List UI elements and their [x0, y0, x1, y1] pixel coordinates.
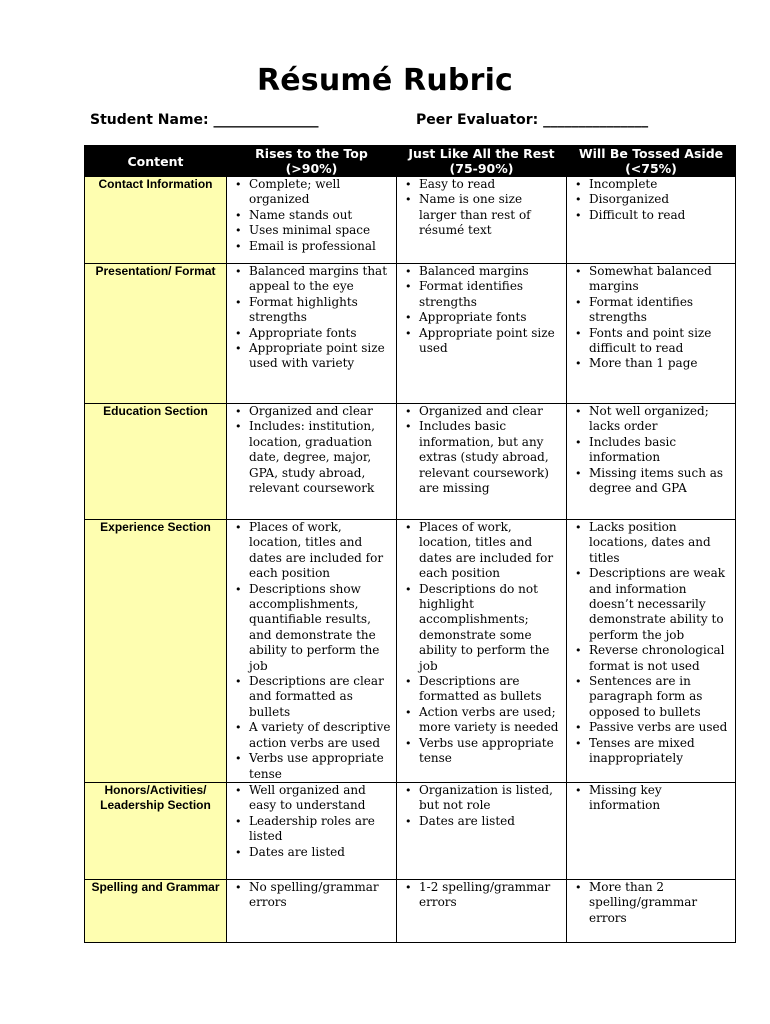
criteria-item: • Organized and clear [419, 404, 562, 419]
tossed-aside-cell [567, 782, 736, 879]
criteria-item: • Email is professional [249, 239, 392, 254]
criteria-list [397, 783, 566, 829]
criteria-item: • Name stands out [249, 208, 392, 223]
criteria-list [567, 520, 735, 767]
criteria-item: • Sentences are in paragraph form as opposed to bullets [589, 674, 731, 720]
criteria-item: • More than 2 spelling/grammar errors [589, 880, 731, 926]
criteria-item: • Fonts and point size difficult to read [589, 326, 731, 357]
criteria-item: • Descriptions show accomplishments, quantifiable results, and demonstrate the ability to perform the job [249, 582, 392, 674]
peer-evaluator-field[interactable]: Peer Evaluator: _______________ [416, 112, 649, 128]
criteria-item: • Descriptions are weak and information doesn’t necessarily demonstrate ability to perform the job [589, 566, 731, 643]
criteria-list [397, 520, 566, 767]
just-like-rest-cell [397, 177, 567, 264]
criteria-list [567, 404, 735, 496]
criteria-item: • Includes basic information, but any extras (study abroad, relevant coursework) are missing [419, 419, 562, 496]
criteria-item: • Dates are listed [249, 845, 392, 860]
criteria-item: • Passive verbs are used [589, 720, 731, 735]
criteria-item: • Appropriate fonts [419, 310, 562, 325]
rises-to-top-cell [227, 782, 397, 879]
tossed-aside-cell [567, 879, 736, 942]
category-cell: Presentation/ Format [85, 264, 227, 404]
table-row [85, 177, 736, 264]
rises-to-top-cell [227, 264, 397, 404]
student-name-field[interactable]: Student Name: _______________ [90, 112, 319, 128]
criteria-item: • Difficult to read [589, 208, 731, 223]
criteria-item: • Name is one size larger than rest of résumé text [419, 192, 562, 238]
criteria-item: • Verbs use appropriate tense [249, 751, 392, 782]
criteria-list [567, 264, 735, 372]
criteria-item: • Complete; well organized [249, 177, 392, 208]
criteria-list [567, 177, 735, 223]
criteria-item: • Balanced margins that appeal to the eye [249, 264, 392, 295]
criteria-item: • Appropriate fonts [249, 326, 392, 341]
criteria-item: • Format highlights strengths [249, 295, 392, 326]
criteria-item: • Well organized and easy to understand [249, 783, 392, 814]
header-line2: (>90%) [285, 161, 338, 176]
criteria-item: • Appropriate point size used with variety [249, 341, 392, 372]
rises-to-top-cell [227, 177, 397, 264]
category-cell: Honors/Activities/ Leadership Section [85, 782, 227, 879]
tossed-aside-cell [567, 404, 736, 520]
header-just-like-rest [397, 146, 567, 177]
rises-to-top-cell [227, 520, 397, 783]
criteria-list [397, 177, 566, 239]
criteria-item: • Leadership roles are listed [249, 814, 392, 845]
table-row [85, 264, 736, 404]
header-line1: Content [127, 153, 184, 169]
criteria-item: • Dates are listed [419, 814, 562, 829]
header-line1: Will Be Tossed Aside [578, 146, 724, 161]
criteria-list [567, 783, 735, 814]
criteria-item: • Format identifies strengths [589, 295, 731, 326]
header-line1: Just Like All the Rest [408, 146, 555, 161]
criteria-list [227, 177, 396, 254]
criteria-item: • Format identifies strengths [419, 279, 562, 310]
just-like-rest-cell [397, 782, 567, 879]
rises-to-top-cell [227, 879, 397, 942]
criteria-item: • Organization is listed, but not role [419, 783, 562, 814]
criteria-item: • Organized and clear [249, 404, 392, 419]
criteria-item: • No spelling/grammar errors [249, 880, 392, 911]
just-like-rest-cell [397, 879, 567, 942]
criteria-item: • 1-2 spelling/grammar errors [419, 880, 562, 911]
tossed-aside-cell [567, 177, 736, 264]
header-tossed-aside [567, 146, 736, 177]
criteria-item: • Descriptions are formatted as bullets [419, 674, 562, 705]
criteria-list [227, 783, 396, 860]
criteria-item: • Lacks position locations, dates and titles [589, 520, 731, 566]
criteria-list [567, 880, 735, 926]
criteria-item: • Easy to read [419, 177, 562, 192]
criteria-item: • Verbs use appropriate tense [419, 736, 562, 767]
criteria-item: • Incomplete [589, 177, 731, 192]
header-rises-to-top [227, 146, 397, 177]
criteria-item: • Places of work, location, titles and dates are included for each position [249, 520, 392, 582]
criteria-item: • Includes: institution, location, graduation date, degree, major, GPA, study abroad, relevant coursework [249, 419, 392, 496]
criteria-item: • Somewhat balanced margins [589, 264, 731, 295]
criteria-item: • Descriptions do not highlight accomplishments; demonstrate some ability to perform the job [419, 582, 562, 674]
table-row [85, 404, 736, 520]
just-like-rest-cell [397, 264, 567, 404]
criteria-item: • Missing key information [589, 783, 731, 814]
tossed-aside-cell [567, 520, 736, 783]
header-row [85, 146, 736, 177]
rises-to-top-cell [227, 404, 397, 520]
criteria-item: • Includes basic information [589, 435, 731, 466]
header-content [85, 146, 227, 177]
criteria-list [397, 264, 566, 356]
category-cell: Contact Information [85, 177, 227, 264]
criteria-list [227, 404, 396, 496]
criteria-list [397, 404, 566, 496]
just-like-rest-cell [397, 404, 567, 520]
criteria-item: • Descriptions are clear and formatted as bullets [249, 674, 392, 720]
header-line2: (<75%) [625, 161, 677, 176]
criteria-item: • Places of work, location, titles and dates are included for each position [419, 520, 562, 582]
criteria-list [227, 880, 396, 911]
criteria-item: • More than 1 page [589, 356, 731, 371]
criteria-item: • Reverse chronological format is not used [589, 643, 731, 674]
criteria-item: • Appropriate point size used [419, 326, 562, 357]
category-cell: Spelling and Grammar [85, 879, 227, 942]
criteria-item: • A variety of descriptive action verbs are used [249, 720, 392, 751]
criteria-item: • Missing items such as degree and GPA [589, 466, 731, 497]
criteria-list [227, 520, 396, 782]
criteria-item: • Balanced margins [419, 264, 562, 279]
criteria-item: • Not well organized; lacks order [589, 404, 731, 435]
tossed-aside-cell [567, 264, 736, 404]
criteria-list [397, 880, 566, 911]
category-cell: Experience Section [85, 520, 227, 783]
criteria-item: • Action verbs are used; more variety is needed [419, 705, 562, 736]
rubric-table [84, 145, 736, 943]
just-like-rest-cell [397, 520, 567, 783]
criteria-item: • Tenses are mixed inappropriately [589, 736, 731, 767]
category-cell: Education Section [85, 404, 227, 520]
criteria-list [227, 264, 396, 372]
criteria-item: • Disorganized [589, 192, 731, 207]
criteria-item: • Uses minimal space [249, 223, 392, 238]
header-line1: Rises to the Top [255, 146, 368, 161]
table-row [85, 782, 736, 879]
header-line2: (75-90%) [449, 161, 514, 176]
page-title: Résumé Rubric [256, 63, 514, 98]
table-row [85, 520, 736, 783]
table-row [85, 879, 736, 942]
